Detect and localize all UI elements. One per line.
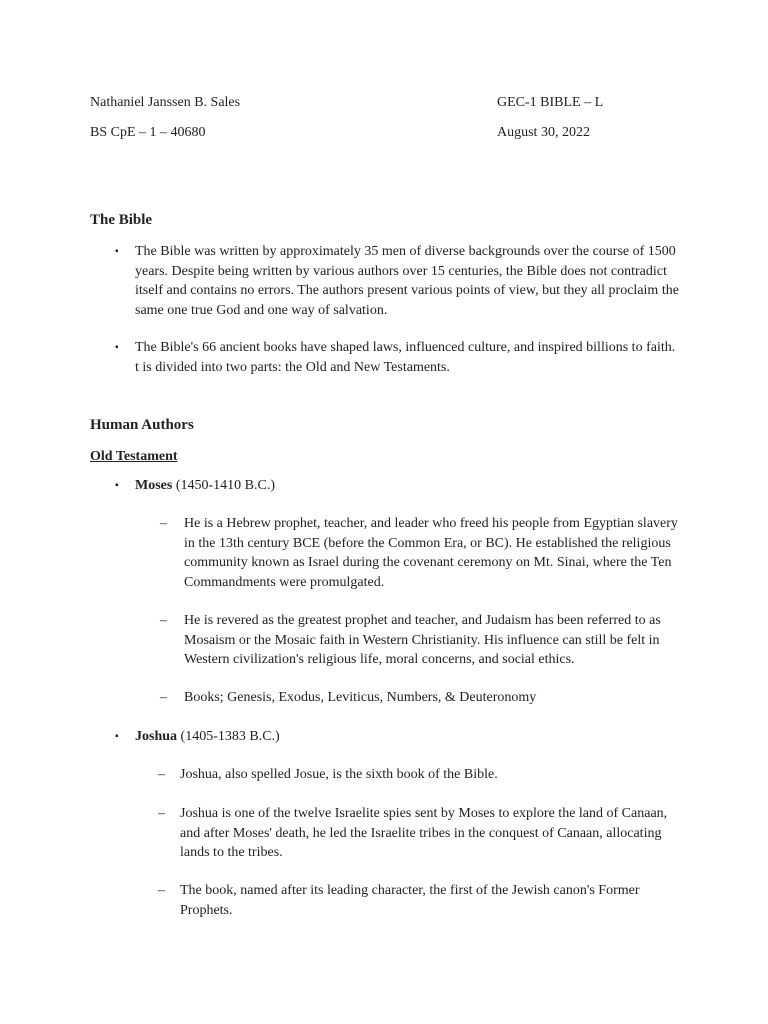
dash-bullet-icon: – — [160, 516, 167, 531]
point-text: The book, named after its leading character, the first of the Jewish canon's Former Prophets. — [180, 883, 640, 918]
author-item-joshua — [115, 727, 280, 747]
dash-bullet-icon: – — [158, 806, 165, 821]
square-bullet-icon: ▪ — [115, 480, 119, 491]
paragraph-text: The Bible's 66 ancient books have shaped laws, influenced culture, and inspired billions to faith. t is divided into two parts: the Old and New Testaments. — [135, 340, 676, 375]
bible-paragraph-2 — [115, 338, 680, 377]
moses-point-3 — [160, 688, 684, 708]
section-title-bible: The Bible — [90, 212, 153, 228]
author-item-moses — [115, 476, 275, 496]
moses-point-1 — [160, 514, 684, 592]
joshua-point-1 — [158, 765, 680, 785]
dash-bullet-icon: – — [160, 690, 167, 705]
moses-point-2 — [160, 611, 684, 670]
author-dates: (1450-1410 B.C.) — [175, 478, 275, 493]
point-text: Joshua is one of the twelve Israelite spies sent by Moses to explore the land of Canaan, and after Moses' death, he led the Israelite tribes in the conquest of Canaan, allocating lands to the tribes. — [180, 806, 668, 860]
author-name-label: Moses — [135, 478, 173, 493]
section-title-human-authors: Human Authors — [90, 417, 194, 433]
paragraph-text: The Bible was written by approximately 35 men of diverse backgrounds over the course of 1500 years. Despite being written by various authors over 15 centuries, the Bible does not contradict itself and contains no errors. The authors present various points of view, but they all proclaim the same one true God and one way of salvation. — [135, 244, 679, 318]
author-name-label: Joshua — [135, 729, 178, 744]
author-dates: (1405-1383 B.C.) — [180, 729, 280, 744]
square-bullet-icon: ▪ — [115, 246, 119, 257]
author-name: Nathaniel Janssen B. Sales — [90, 95, 241, 110]
joshua-point-3 — [158, 881, 680, 920]
dash-bullet-icon: – — [158, 883, 165, 898]
dash-bullet-icon: – — [158, 767, 165, 782]
dash-bullet-icon: – — [160, 613, 167, 628]
square-bullet-icon: ▪ — [115, 731, 119, 742]
square-bullet-icon: ▪ — [115, 342, 119, 353]
course-code: GEC-1 BIBLE – L — [497, 95, 604, 110]
document-date: August 30, 2022 — [497, 125, 590, 140]
point-text: Joshua, also spelled Josue, is the sixth book of the Bible. — [180, 767, 498, 782]
bible-paragraph-1 — [115, 242, 680, 320]
program-section: BS CpE – 1 – 40680 — [90, 125, 206, 140]
point-text: Books; Genesis, Exodus, Leviticus, Numbers, & Deuteronomy — [184, 690, 537, 705]
subsection-old-testament: Old Testament — [90, 449, 178, 464]
point-text: He is a Hebrew prophet, teacher, and leader who freed his people from Egyptian slavery in the 13th century BCE (before the Common Era, or BC). He established the religious community known as Israel during the covenant ceremony on Mt. Sinai, where the Ten Commandments were promulgated. — [184, 516, 678, 590]
joshua-point-2 — [158, 804, 680, 863]
point-text: He is revered as the greatest prophet and teacher, and Judaism has been referred to as Mosaism or the Mosaic faith in Western Christianity. His influence can still be felt in Western civilization's religious life, moral concerns, and social ethics. — [184, 613, 661, 667]
